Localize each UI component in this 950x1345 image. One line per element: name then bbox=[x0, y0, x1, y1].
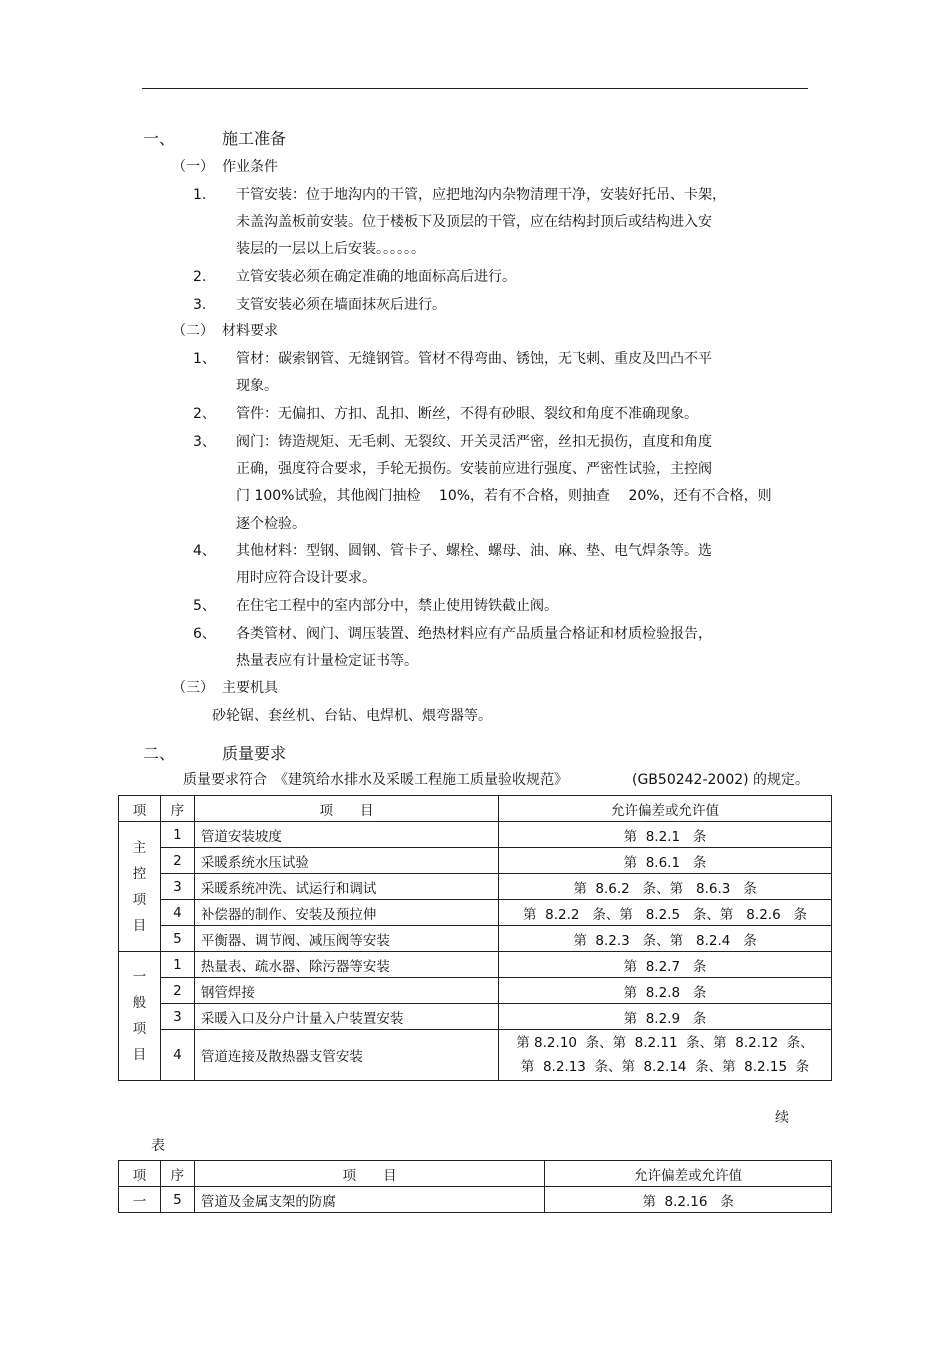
value-cell: 第 8.2.7 条 bbox=[499, 952, 832, 978]
group-label-char: 目 bbox=[132, 1047, 147, 1063]
list-item-number: 3. bbox=[193, 297, 207, 313]
group-label-char: 控 bbox=[132, 865, 147, 882]
table-row bbox=[119, 978, 832, 1004]
sub2-number: （二） bbox=[172, 323, 214, 339]
seq-cell: 4 bbox=[160, 900, 194, 926]
section2-title: 质量要求 bbox=[222, 744, 287, 763]
value-line: 第 8.2.10 条、第 8.2.11 条、第 8.2.12 条、 bbox=[516, 1035, 814, 1051]
item-cell: 采暖系统冲洗、试运行和调试 bbox=[194, 874, 498, 900]
list-item-text: 热量表应有计量检定证书等。 bbox=[236, 653, 418, 669]
value-cell: 第 8.2.2 条、第 8.2.5 条、第 8.2.6 条 bbox=[499, 900, 832, 926]
group-label-char: 项 bbox=[132, 1021, 147, 1037]
sub3-title: 主要机具 bbox=[222, 680, 278, 696]
list-item-text: 各类管材、阀门、调压装置、绝热材料应有产品质量合格证和材质检验报告， bbox=[236, 626, 712, 642]
list-item-text: 支管安装必须在墙面抹灰后进行。 bbox=[236, 297, 446, 313]
item-cell: 管道安装坡度 bbox=[194, 822, 498, 848]
header-cell: 允许偏差或允许值 bbox=[499, 796, 832, 822]
list-item-text: 装层的一层以上后安装。。。。。。 bbox=[236, 241, 425, 257]
table-row bbox=[119, 926, 832, 952]
header-cell: 允许偏差或允许值 bbox=[545, 1161, 832, 1187]
list-item-text: 立管安装必须在确定准确的地面标高后进行。 bbox=[236, 269, 516, 285]
section2-number: 二、 bbox=[143, 744, 176, 763]
seq-cell: 3 bbox=[160, 1004, 194, 1030]
continued-label: 续 bbox=[775, 1110, 789, 1126]
list-item-number: 1、 bbox=[193, 351, 216, 367]
section1-title: 施工准备 bbox=[222, 129, 287, 148]
header-cell: 项 bbox=[119, 1161, 161, 1187]
list-item-number: 3、 bbox=[193, 434, 216, 450]
group-label-char: 项 bbox=[132, 891, 147, 908]
seq-cell: 5 bbox=[160, 926, 194, 952]
item-cell: 平衡器、调节阀、减压阀等安装 bbox=[194, 926, 498, 952]
group-label-char: 目 bbox=[132, 917, 147, 934]
list-item-number: 2. bbox=[193, 269, 207, 285]
list-item-text: 其他材料：型钢、圆钢、管卡子、螺栓、螺母、油、麻、垫、电气焊条等。选 bbox=[236, 543, 712, 559]
table-row bbox=[119, 822, 832, 848]
table-row bbox=[119, 1187, 832, 1213]
list-item-text: 阀门：铸造规矩、无毛刺、无裂纹、开关灵活严密，丝扣无损伤，直度和角度 bbox=[236, 434, 712, 450]
item-cell: 采暖入口及分户计量入户装置安装 bbox=[194, 1004, 498, 1030]
value-cell: 第 8.2.8 条 bbox=[499, 978, 832, 1004]
table-header-row bbox=[119, 1161, 832, 1187]
list-item-number: 1. bbox=[193, 187, 207, 203]
list-item-number: 5、 bbox=[193, 598, 216, 614]
list-item-text: 正确，强度符合要求，手轮无损伤。安装前应进行强度、严密性试验，主控阀 bbox=[236, 461, 712, 477]
list-item-text: 门 100%试验，其他阀门抽检 10%，若有不合格，则抽查 20%，还有不合格，则 bbox=[236, 488, 772, 504]
table-row bbox=[119, 900, 832, 926]
item-cell: 管道连接及散热器支管安装 bbox=[194, 1030, 498, 1081]
group-label-general bbox=[119, 952, 161, 1081]
sub1-title: 作业条件 bbox=[222, 159, 278, 175]
seq-cell: 3 bbox=[160, 874, 194, 900]
sub1-number: （一） bbox=[172, 159, 214, 175]
quality-table bbox=[118, 795, 832, 1081]
value-cell: 第 8.2.3 条、第 8.2.4 条 bbox=[499, 926, 832, 952]
list-item-number: 2、 bbox=[193, 406, 216, 422]
sub2-title: 材料要求 bbox=[222, 323, 278, 339]
seq-cell: 2 bbox=[160, 978, 194, 1004]
list-item-text: 在住宅工程中的室内部分中，禁止使用铸铁截止阀。 bbox=[236, 598, 558, 614]
group-label-char: 一 bbox=[132, 969, 147, 985]
sub3-number: （三） bbox=[172, 680, 214, 696]
header-rule bbox=[142, 88, 808, 89]
tool-list-text: 砂轮锯、套丝机、台钻、电焊机、煨弯器等。 bbox=[212, 708, 492, 724]
item-cell: 补偿器的制作、安装及预拉伸 bbox=[194, 900, 498, 926]
group-label-main-control bbox=[119, 822, 161, 952]
value-cell: 第 8.2.9 条 bbox=[499, 1004, 832, 1030]
list-item-text: 管件：无偏扣、方扣、乱扣、断丝，不得有砂眼、裂纹和角度不准确现象。 bbox=[236, 406, 698, 422]
item-cell: 钢管焊接 bbox=[194, 978, 498, 1004]
list-item-text: 管材：碳索钢管、无缝钢管。管材不得弯曲、锈蚀，无飞刺、重皮及凹凸不平 bbox=[236, 351, 712, 367]
continued-label-2: 表 bbox=[151, 1138, 165, 1154]
list-item-number: 4、 bbox=[193, 543, 216, 559]
value-line: 第 8.2.13 条、第 8.2.14 条、第 8.2.15 条 bbox=[520, 1059, 810, 1075]
table-header-row bbox=[119, 796, 832, 822]
section2-intro-standard: (GB50242-2002) 的规定。 bbox=[632, 772, 810, 788]
seq-cell: 1 bbox=[160, 952, 194, 978]
item-cell: 管道及金属支架的防腐 bbox=[194, 1187, 544, 1213]
table-row bbox=[119, 848, 832, 874]
table-row bbox=[119, 874, 832, 900]
header-cell: 项 bbox=[119, 796, 161, 822]
header-cell: 序 bbox=[160, 1161, 194, 1187]
group-label-char: 般 bbox=[132, 995, 147, 1011]
list-item-text: 逐个检验。 bbox=[236, 516, 306, 532]
seq-cell: 5 bbox=[160, 1187, 194, 1213]
header-cell: 序 bbox=[160, 796, 194, 822]
table-row bbox=[119, 1030, 832, 1081]
seq-cell: 4 bbox=[160, 1030, 194, 1081]
table-row bbox=[119, 1004, 832, 1030]
value-cell: 第 8.2.16 条 bbox=[545, 1187, 832, 1213]
list-item-text: 用时应符合设计要求。 bbox=[236, 570, 376, 586]
group-label-char: 主 bbox=[132, 839, 147, 856]
list-item-text: 未盖沟盖板前安装。位于楼板下及顶层的干管，应在结构封顶后或结构进入安 bbox=[236, 214, 712, 230]
header-cell: 项 目 bbox=[194, 1161, 544, 1187]
seq-cell: 1 bbox=[160, 822, 194, 848]
list-item-text: 现象。 bbox=[236, 378, 278, 394]
section1-number: 一、 bbox=[143, 129, 176, 148]
header-cell: 项 目 bbox=[194, 796, 498, 822]
value-cell: 第 8.6.2 条、第 8.6.3 条 bbox=[499, 874, 832, 900]
section2-intro: 质量要求符合 《建筑给水排水及采暖工程施工质量验收规范》 bbox=[183, 772, 568, 788]
list-item-text: 干管安装：位于地沟内的干管，应把地沟内杂物清理干净，安装好托吊、卡架， bbox=[236, 187, 726, 203]
quality-table-continued bbox=[118, 1160, 832, 1213]
table-row bbox=[119, 952, 832, 978]
value-cell-multiline bbox=[499, 1030, 832, 1081]
seq-cell: 2 bbox=[160, 848, 194, 874]
value-cell: 第 8.2.1 条 bbox=[499, 822, 832, 848]
item-cell: 采暖系统水压试验 bbox=[194, 848, 498, 874]
list-item-number: 6、 bbox=[193, 626, 216, 642]
value-cell: 第 8.6.1 条 bbox=[499, 848, 832, 874]
group-cell: 一 bbox=[119, 1187, 161, 1213]
item-cell: 热量表、疏水器、除污器等安装 bbox=[194, 952, 498, 978]
